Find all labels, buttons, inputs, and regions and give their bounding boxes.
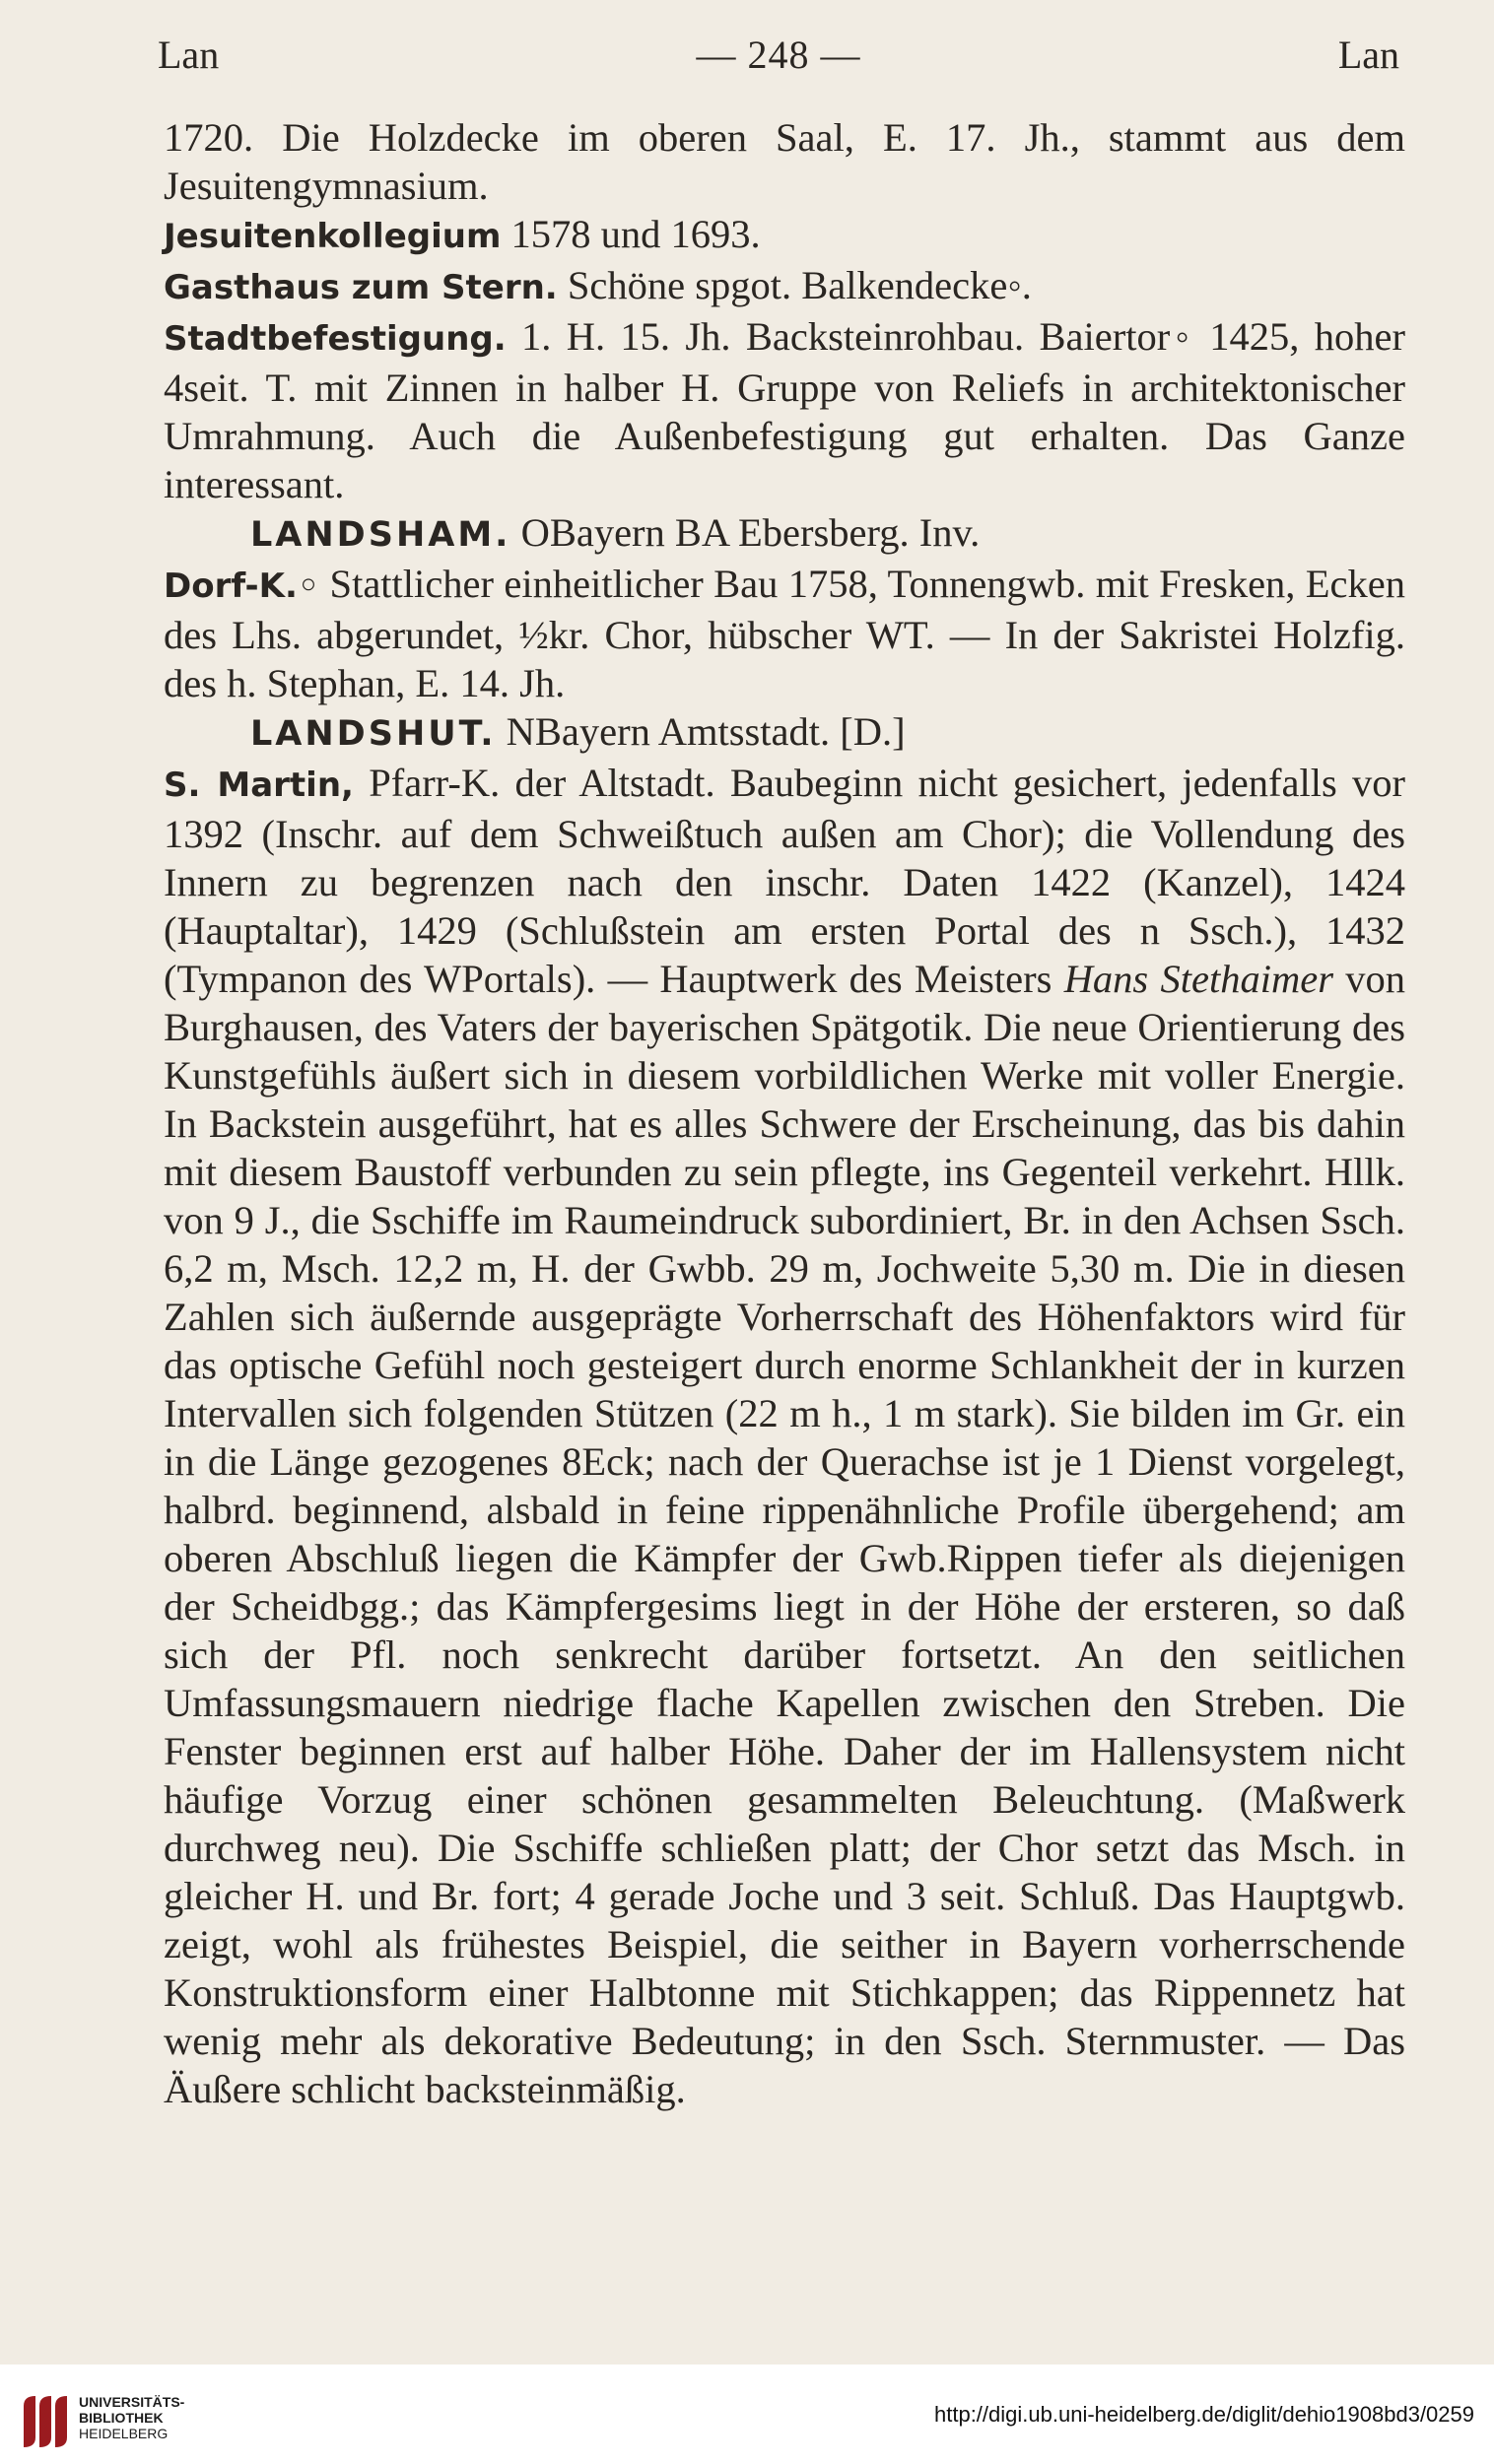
place-heading: LANDSHUT.: [250, 714, 497, 754]
heading-landshut: [164, 707, 1405, 759]
source-url-link[interactable]: http://digi.ub.uni-heidelberg.de/diglit/dehio1908bd3/0259: [934, 2402, 1474, 2427]
place-heading: LANDSHAM.: [250, 515, 511, 555]
footer-bar: [0, 2364, 1494, 2464]
artist-name: Hans Stethaimer: [1063, 957, 1333, 1001]
paragraph-text: Stattlicher einheitlicher Bau 1758, Tonnengwb. mit Fresken, Ecken des Lhs. abgerundet, ½kr. Chor, hübscher WT. — In der Sakristei Holzfig. des h. Stephan, E. 14. Jh.: [164, 562, 1405, 705]
page-number: — 248 —: [696, 33, 861, 77]
entry-term: Gasthaus zum Stern.: [164, 268, 558, 307]
paragraph-s-martin: [164, 759, 1405, 2113]
library-name: [79, 2394, 184, 2441]
library-name-line: HEIDELBERG: [79, 2426, 169, 2441]
paragraph-text: 1. H. 15. Jh. Backsteinrohbau. Baiertor◦ 1425, hoher 4seit. T. mit Zinnen in halber H. Gruppe von Reliefs in architektonischer Umrahmung. Auch die Außenbefestigung gut erhalten. Das Ganze interessant.: [164, 314, 1405, 506]
paragraph-holzdecke: [164, 113, 1405, 210]
paragraph-dorfkirche: [164, 560, 1405, 707]
paragraph-text: NBayern Amtsstadt. [D.]: [496, 709, 906, 754]
paragraph-text: Schöne spgot. Balkendecke◦.: [557, 263, 1032, 307]
paragraph-text: OBayern BA Ebersberg. Inv.: [510, 510, 981, 555]
entry-term: Stadtbefestigung.: [164, 319, 507, 359]
library-name-line: BIBLIOTHEK: [79, 2410, 164, 2426]
page-header: [158, 26, 1399, 85]
paragraph-gasthaus: [164, 261, 1405, 312]
paragraph-stadtbefestigung: [164, 312, 1405, 508]
paragraph-text: Pfarr-K. der Altstadt. Baubeginn nicht gesichert, jedenfalls vor 1392 (Inschr. auf dem Schweißtuch außen am Chor); die Vollendung des Innern zu begrenzen nach den inschr. Daten 1422 (Kanzel), 1424 (Hauptaltar), 1429 (Schlußstein am ersten Portal des n Ssch.), 1432 (Tympanon des WPortals). — Hauptwerk des Meisters: [164, 761, 1405, 1001]
header-right-keyword: Lan: [1337, 33, 1399, 77]
entry-term: Jesuitenkollegium: [164, 217, 502, 256]
library-name-line: UNIVERSITÄTS-: [79, 2394, 185, 2410]
paragraph-text-continued: von Burghausen, des Vaters der bayerischen Spätgotik. Die neue Orientierung des Kunstgefühls äußert sich in diesem vorbildlichen Werke mit voller Energie. In Backstein ausgeführt, hat es alles Schwere der Erscheinung, das bis dahin mit diesem Baustoff verbunden zu sein pflegte, ins Gegenteil verkehrt. Hllk. von 9 J., die Sschiffe im Raumeindruck subordiniert, Br. in den Achsen Ssch. 6,2 m, Msch. 12,2 m, H. der Gwbb. 29 m, Jochweite 5,30 m. Die in diesen Zahlen sich äußernde ausgeprägte Vorherrschaft des Höhenfaktors wird für das optische Gefühl noch gesteigert durch enorme Schlankheit der in kurzen Intervallen sich folgenden Stützen (22 m h., 1 m stark). Sie bilden im Gr. ein in die Länge gezogenes 8Eck; nach der Querachse ist je 1 Dienst vorgelegt, halbrd. beginnend, alsbald in feine rippenähnliche Profile übergehend; am oberen Abschluß liegen die Kämpfer der Gwb.Rippen tiefer als diejenigen der Scheidbgg.; das Kämpfergesims liegt in der Höhe der ersteren, so daß sich der Pfl. noch senkrecht darüber fortsetzt. An den seitlichen Umfassungsmauern niedrige flache Kapellen zwischen den Streben. Die Fenster beginnen erst auf halber Höhe. Daher der im Hallensystem nicht häufige Vorzug einer schönen gesammelten Beleuchtung. (Maßwerk durchweg neu). Die Sschiffe schließen platt; der Chor setzt das Msch. in gleicher H. und Br. fort; 4 gerade Joche und 3 seit. Schluß. Das Hauptgwb. zeigt, wohl als frühestes Beispiel, die seither in Bayern vorherrschende Konstruktionsform einer Halbtonne mit Stichkappen; das Rippennetz hat wenig mehr als dekorative Bedeutung; in den Ssch. Sternmuster. — Das Äußere schlicht backsteinmäßig.: [164, 957, 1406, 2111]
entry-term: S. Martin,: [164, 766, 354, 805]
header-left-keyword: Lan: [158, 33, 220, 77]
paragraph-text: 1578 und 1693.: [501, 212, 761, 256]
body-text: [164, 113, 1405, 2113]
heading-landsham: [164, 508, 1405, 560]
entry-term: Dorf-K.◦: [164, 566, 320, 606]
paragraph-text: 1720. Die Holzdecke im oberen Saal, E. 17. Jh., stammt aus dem Jesuitengymnasium.: [164, 115, 1405, 208]
paragraph-jesuitenkollegium: [164, 210, 1405, 261]
